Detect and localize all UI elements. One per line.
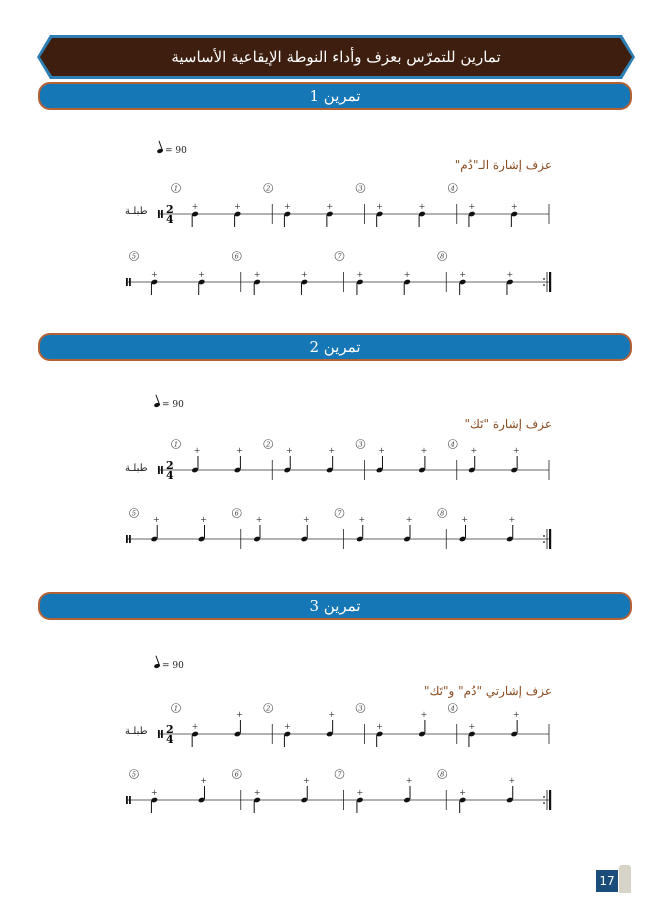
measure-number: 5 bbox=[131, 252, 137, 261]
accent-plus: + bbox=[191, 202, 199, 211]
measure-number: 4 bbox=[450, 704, 455, 713]
measure-number: 6 bbox=[234, 770, 239, 779]
exercise-3-instrument: طبلـة bbox=[125, 726, 148, 737]
percussion-clef bbox=[129, 796, 131, 804]
time-signature-bottom: 4 bbox=[166, 213, 174, 226]
accent-plus: + bbox=[470, 446, 478, 455]
measure-number: 4 bbox=[450, 184, 455, 193]
accent-plus: + bbox=[356, 788, 364, 797]
measure-number: 7 bbox=[337, 770, 342, 779]
accent-plus: + bbox=[468, 202, 476, 211]
accent-plus: + bbox=[461, 515, 468, 524]
accent-plus: + bbox=[405, 515, 413, 524]
measure-number: 8 bbox=[440, 252, 445, 261]
accent-plus: + bbox=[328, 710, 336, 719]
exercise-3-header: تمرين 3 bbox=[38, 592, 632, 620]
accent-plus: + bbox=[253, 788, 261, 797]
accent-plus: + bbox=[358, 515, 366, 524]
repeat-dot bbox=[543, 278, 545, 280]
exercise-2-staff-row-1 bbox=[0, 436, 670, 486]
accent-plus: + bbox=[508, 776, 516, 785]
accent-plus: + bbox=[200, 515, 207, 524]
exercise-2-staff-row-2 bbox=[0, 505, 670, 555]
accent-plus: + bbox=[255, 515, 263, 524]
percussion-clef bbox=[161, 466, 163, 474]
accent-plus: + bbox=[326, 202, 334, 211]
accent-plus: + bbox=[512, 446, 520, 455]
exercise-1-tempo: = 90 bbox=[157, 146, 187, 156]
exercise-1-instrument: طبلـة bbox=[125, 206, 148, 217]
percussion-clef bbox=[126, 796, 128, 804]
quarter-note-icon bbox=[153, 402, 160, 408]
accent-plus: + bbox=[253, 270, 261, 279]
time-signature-bottom: 4 bbox=[166, 733, 174, 746]
accent-plus: + bbox=[236, 710, 243, 719]
percussion-clef bbox=[126, 535, 128, 543]
page-tab-decoration bbox=[619, 865, 631, 893]
accent-plus: + bbox=[200, 776, 207, 785]
measure-number: 1 bbox=[173, 704, 179, 713]
exercise-3-instruction: عزف إشارتي "دُم" و"تَك" bbox=[424, 684, 552, 698]
accent-plus: + bbox=[459, 270, 466, 279]
measure-number: 7 bbox=[337, 509, 342, 518]
measure-number: 6 bbox=[234, 509, 239, 518]
measure-number: 1 bbox=[173, 184, 179, 193]
repeat-dot bbox=[543, 535, 545, 537]
repeat-dot bbox=[543, 284, 545, 286]
accent-plus: + bbox=[418, 202, 426, 211]
percussion-clef bbox=[129, 535, 131, 543]
exercise-1-staff-row-1 bbox=[0, 180, 670, 230]
accent-plus: + bbox=[468, 722, 476, 731]
time-signature-bottom: 4 bbox=[166, 469, 174, 482]
accent-plus: + bbox=[403, 270, 411, 279]
page-title: تمارين للتمرّس بعزف وأداء النوطة الإيقاعية الأساسية bbox=[171, 48, 501, 66]
percussion-clef bbox=[158, 730, 160, 738]
measure-number: 3 bbox=[358, 440, 363, 449]
accent-plus: + bbox=[302, 776, 310, 785]
accent-plus: + bbox=[510, 202, 518, 211]
percussion-clef bbox=[129, 278, 131, 286]
repeat-dot bbox=[543, 796, 545, 798]
quarter-note-icon bbox=[156, 148, 163, 154]
accent-plus: + bbox=[376, 202, 383, 211]
time-signature-top: 2 bbox=[166, 723, 174, 736]
accent-plus: + bbox=[356, 270, 364, 279]
exercise-2-instruction: عزف إشارة "تَك" bbox=[464, 417, 552, 431]
accent-plus: + bbox=[152, 515, 160, 524]
accent-plus: + bbox=[376, 722, 383, 731]
measure-number: 2 bbox=[266, 184, 271, 193]
percussion-clef bbox=[161, 210, 163, 218]
accent-plus: + bbox=[150, 270, 158, 279]
quarter-note-icon bbox=[153, 663, 160, 669]
measure-number: 8 bbox=[440, 770, 445, 779]
measure-number: 2 bbox=[266, 440, 271, 449]
accent-plus: + bbox=[150, 788, 158, 797]
exercise-2-instrument: طبلـة bbox=[125, 463, 148, 474]
percussion-clef bbox=[126, 278, 128, 286]
accent-plus: + bbox=[300, 270, 308, 279]
exercise-1-instruction: عزف إشارة الـ"دُم" bbox=[454, 158, 552, 172]
accent-plus: + bbox=[512, 710, 520, 719]
accent-plus: + bbox=[302, 515, 310, 524]
measure-number: 2 bbox=[266, 704, 271, 713]
accent-plus: + bbox=[506, 270, 514, 279]
accent-plus: + bbox=[234, 202, 241, 211]
time-signature-top: 2 bbox=[166, 203, 174, 216]
accent-plus: + bbox=[236, 446, 243, 455]
exercise-3-staff-row-2 bbox=[0, 766, 670, 816]
accent-plus: + bbox=[193, 446, 201, 455]
measure-number: 5 bbox=[131, 509, 137, 518]
exercise-1-staff-row-2 bbox=[0, 248, 670, 298]
exercise-1-header: تمرين 1 bbox=[38, 82, 632, 110]
accent-plus: + bbox=[508, 515, 516, 524]
exercise-2-header: تمرين 2 bbox=[38, 333, 632, 361]
accent-plus: + bbox=[405, 776, 413, 785]
repeat-dot bbox=[543, 541, 545, 543]
time-signature-top: 2 bbox=[166, 459, 174, 472]
accent-plus: + bbox=[420, 446, 428, 455]
final-bar-thick bbox=[549, 529, 551, 549]
accent-plus: + bbox=[285, 446, 293, 455]
accent-plus: + bbox=[459, 788, 466, 797]
measure-number: 8 bbox=[440, 509, 445, 518]
final-bar-thick bbox=[549, 272, 551, 292]
exercise-3-staff-row-1 bbox=[0, 700, 670, 750]
measure-number: 1 bbox=[173, 440, 179, 449]
accent-plus: + bbox=[283, 202, 291, 211]
accent-plus: + bbox=[191, 722, 199, 731]
measure-number: 4 bbox=[450, 440, 455, 449]
accent-plus: + bbox=[420, 710, 428, 719]
accent-plus: + bbox=[283, 722, 291, 731]
accent-plus: + bbox=[198, 270, 205, 279]
repeat-dot bbox=[543, 802, 545, 804]
measure-number: 5 bbox=[131, 770, 137, 779]
measure-number: 3 bbox=[358, 184, 363, 193]
percussion-clef bbox=[158, 466, 160, 474]
percussion-clef bbox=[161, 730, 163, 738]
measure-number: 6 bbox=[234, 252, 239, 261]
page-number: 17 bbox=[596, 870, 618, 892]
exercise-3-tempo: = 90 bbox=[154, 661, 184, 671]
accent-plus: + bbox=[378, 446, 385, 455]
accent-plus: + bbox=[328, 446, 336, 455]
measure-number: 3 bbox=[358, 704, 363, 713]
percussion-clef bbox=[158, 210, 160, 218]
final-bar-thick bbox=[549, 790, 551, 810]
measure-number: 7 bbox=[337, 252, 342, 261]
exercise-2-tempo: = 90 bbox=[154, 400, 184, 410]
